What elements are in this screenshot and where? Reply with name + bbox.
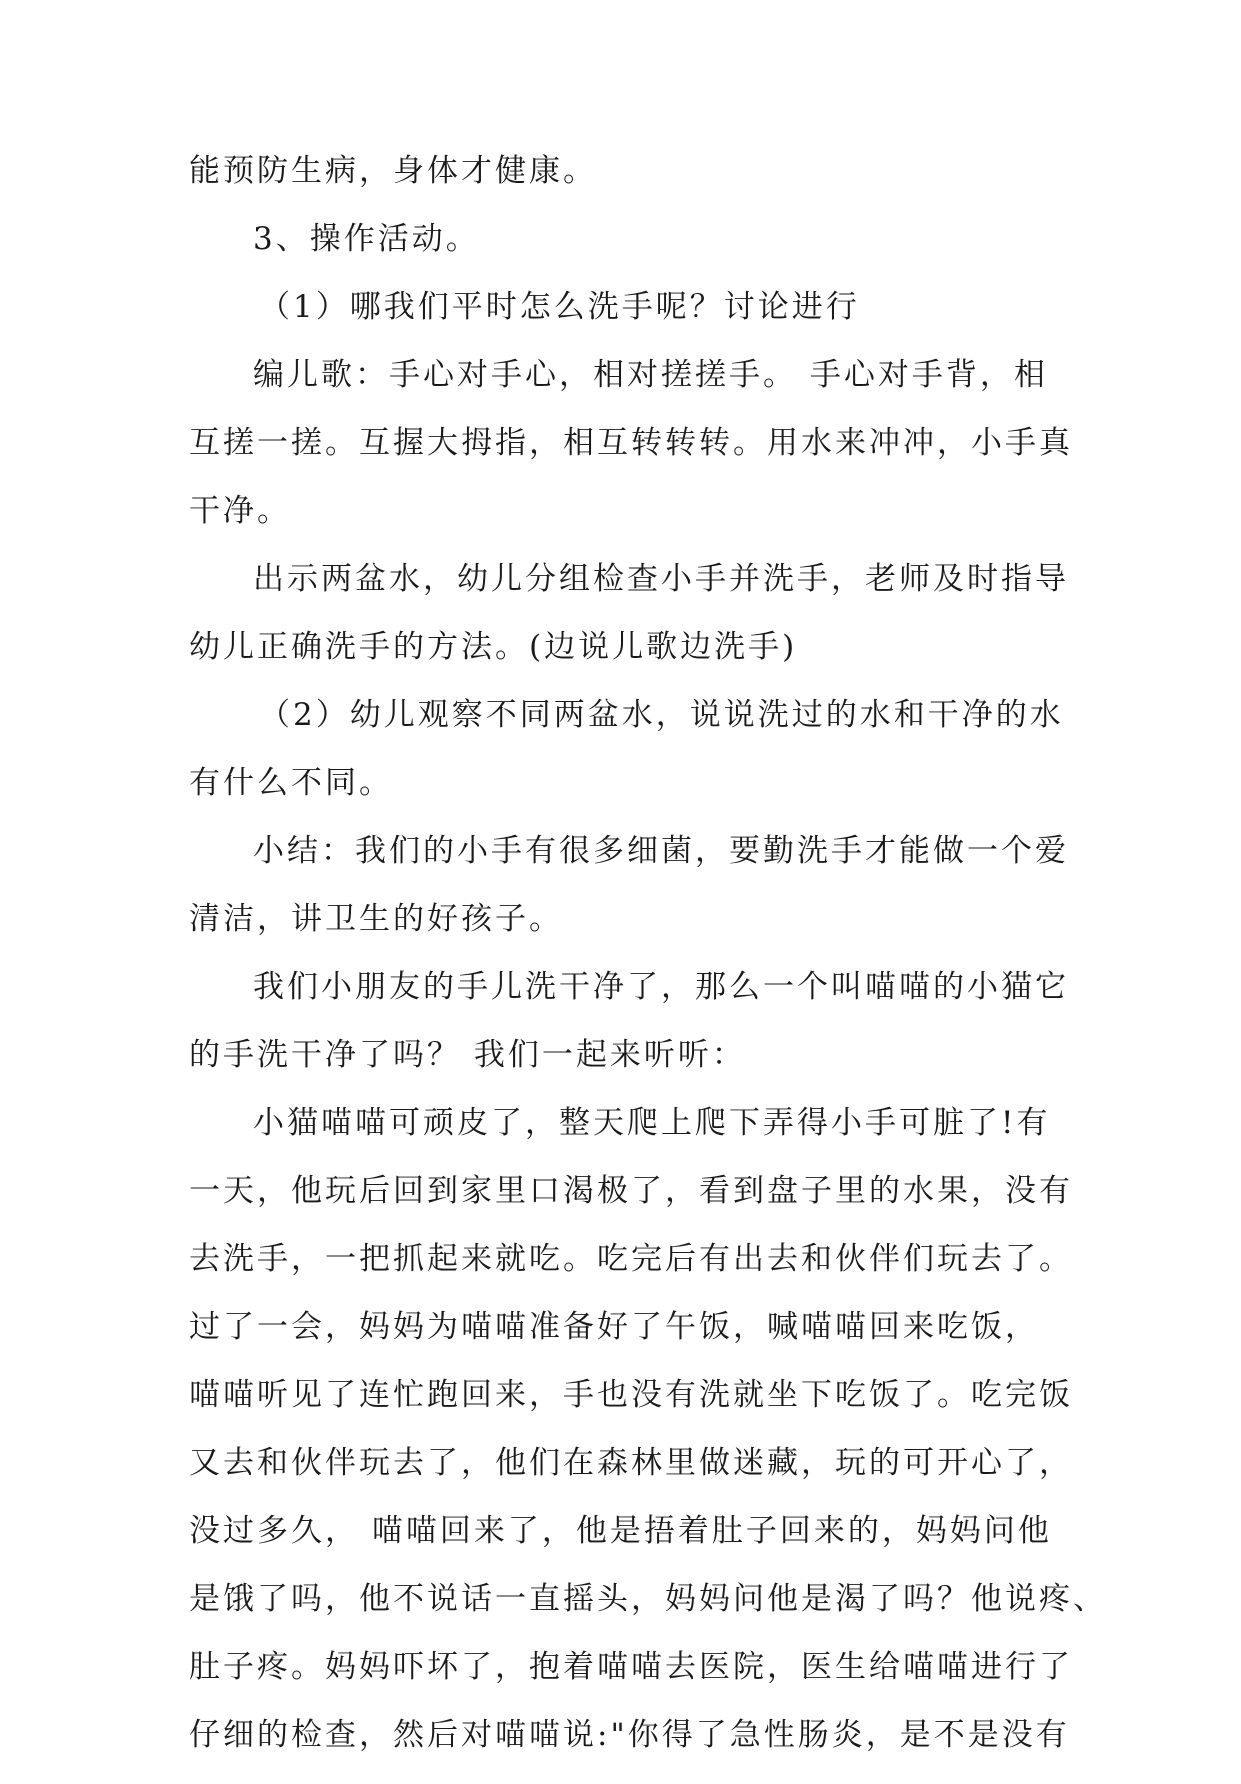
text-line: （2）幼儿观察不同两盆水，说说洗过的水和干净的水	[259, 697, 1064, 733]
text-line: 3、操作活动。	[253, 221, 480, 257]
text-line: 幼儿正确洗手的方法。(边说儿歌边洗手)	[189, 629, 798, 665]
text-line: 我们小朋友的手儿洗干净了，那么一个叫喵喵的小猫它	[253, 969, 1069, 1005]
body-text	[189, 152, 1107, 1784]
text-line: 去洗手，一把抓起来就吃。吃完后有出去和伙伴们玩去了。	[189, 1241, 1073, 1277]
text-line: 没过多久， 喵喵回来了，他是捂着肚子回来的，妈妈问他	[189, 1513, 1052, 1549]
text-line: 仔细的检查，然后对喵喵说:"你得了急性肠炎，是不是没有	[189, 1717, 1070, 1753]
text-line: 肚子疼。妈妈吓坏了，抱着喵喵去医院，医生给喵喵进行了	[189, 1649, 1073, 1685]
text-line: 编儿歌：手心对手心，相对搓搓手。 手心对手背，相	[253, 357, 1048, 393]
text-line: 的手洗干净了吗？ 我们一起来听听：	[189, 1037, 746, 1073]
text-line: 小结：我们的小手有很多细菌，要勤洗手才能做一个爱	[253, 833, 1069, 869]
text-line: 小猫喵喵可顽皮了，整天爬上爬下弄得小手可脏了!有	[253, 1105, 1051, 1141]
text-line: （1）哪我们平时怎么洗手呢？讨论进行	[259, 289, 860, 325]
text-line: 又去和伙伴玩去了，他们在森林里做迷藏，玩的可开心了，	[189, 1445, 1073, 1481]
text-line: 能预防生病，身体才健康。	[189, 153, 597, 189]
text-line: 清洁，讲卫生的好孩子。	[189, 901, 563, 937]
text-line: 过了一会，妈妈为喵喵准备好了午饭，喊喵喵回来吃饭，	[189, 1309, 1039, 1345]
text-line: 是饿了吗，他不说话一直摇头，妈妈问他是渴了吗？他说疼、	[189, 1581, 1107, 1617]
text-line: 喵喵听见了连忙跑回来，手也没有洗就坐下吃饭了。吃完饭	[189, 1377, 1073, 1413]
text-line: 一天，他玩后回到家里口渴极了，看到盘子里的水果，没有	[189, 1173, 1073, 1209]
text-line: 有什么不同。	[189, 765, 393, 801]
text-line: 干净。	[189, 493, 291, 529]
text-line: 互搓一搓。互握大拇指，相互转转转。用水来冲冲，小手真	[189, 425, 1073, 461]
text-line: 出示两盆水，幼儿分组检查小手并洗手，老师及时指导	[253, 561, 1069, 597]
